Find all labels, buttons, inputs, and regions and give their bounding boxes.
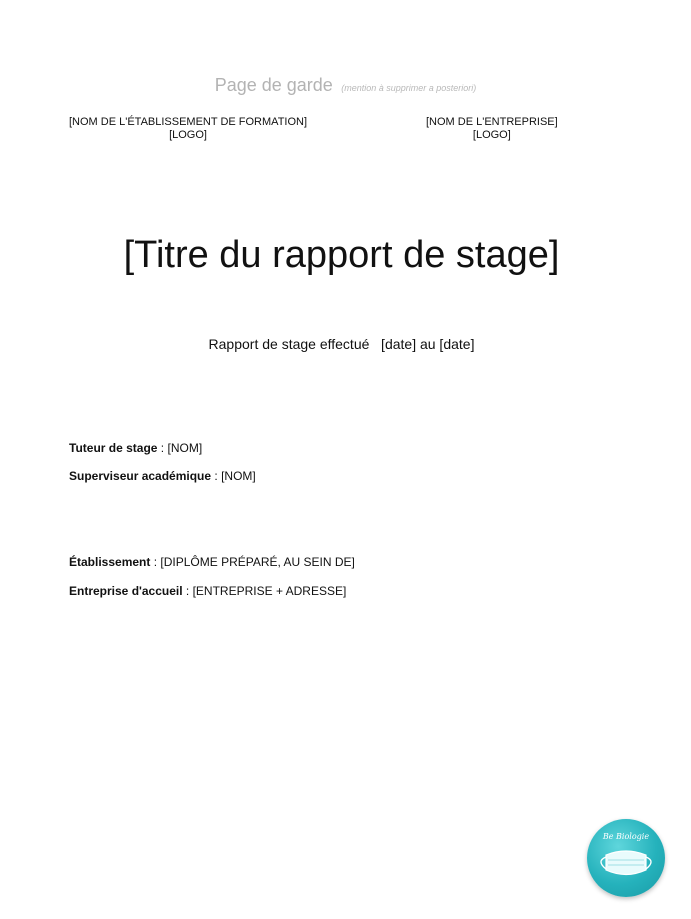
company-line [69,584,346,598]
badge-text: Be Biologie [602,832,650,841]
school-line [69,555,355,569]
supervisor-line [69,469,256,483]
report-dates: Rapport de stage effectué [date] au [date] [208,336,475,352]
school-block [69,116,307,142]
company-label: Entreprise d'accueil [69,584,183,598]
supervisor-label: Superviseur académique [69,469,212,483]
company-name: [NOM DE L'ENTREPRISE] [426,116,558,128]
school-name: [NOM DE L'ÉTABLISSEMENT DE FORMATION] [69,116,308,128]
cover-title: Page de garde [214,75,333,95]
school-label: Établissement [69,555,151,569]
tutor-sep: : [157,441,168,455]
tutor-line [69,441,202,455]
cover-note: (mention à supprimer a posteriori) [341,83,477,93]
report-title: [Titre du rapport de stage] [123,234,560,276]
cover-heading [0,75,691,96]
company-sep: : [182,584,193,598]
supervisor-sep: : [211,469,222,483]
school-value: [DIPLÔME PRÉPARÉ, AU SEIN DE] [160,555,355,569]
school-sep: : [150,555,161,569]
company-value: [ENTREPRISE + ADRESSE] [192,584,347,598]
face-mask-icon [601,851,651,875]
badge-graphic [587,819,665,897]
company-logo-placeholder: [LOGO] [472,129,511,141]
company-block [426,116,558,142]
tutor-value: [NOM] [167,441,203,455]
school-logo-placeholder: [LOGO] [169,129,207,141]
supervisor-value: [NOM] [221,469,256,483]
tutor-label: Tuteur de stage [69,441,158,455]
brand-badge[interactable] [587,819,665,897]
